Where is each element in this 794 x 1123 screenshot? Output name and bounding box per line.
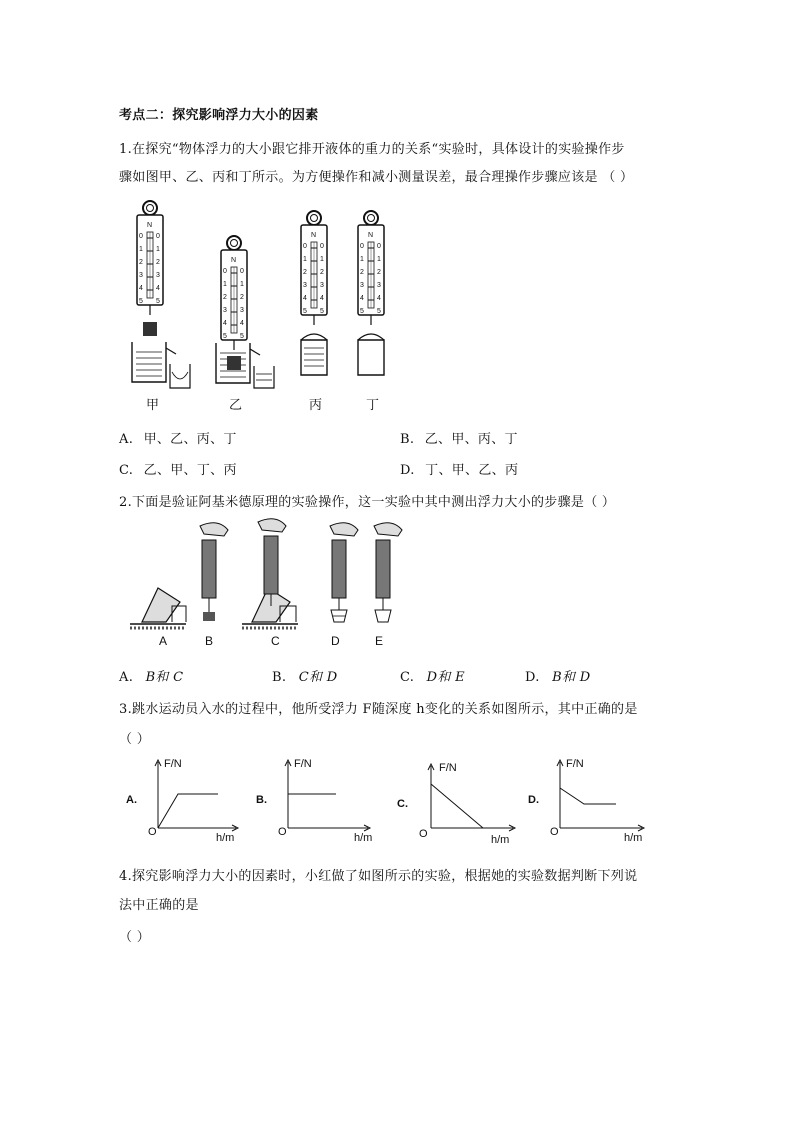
option-letter: B. [400, 432, 415, 447]
q1-text-line2: 骤如图甲、乙、丙和丁所示。为方便操作和减小测量误差，最合理操作步骤应该是 （ ） [119, 170, 634, 185]
scale-mark: 5 [139, 298, 143, 305]
q1-option-d[interactable] [400, 459, 518, 478]
option-letter: C. [400, 670, 415, 685]
scale-mark: 0 [139, 233, 143, 240]
graph-letter: C. [397, 798, 408, 810]
scale-mark: 2 [156, 259, 160, 266]
scale-mark: 5 [320, 308, 324, 315]
scale-mark: 5 [223, 333, 227, 340]
option-letter: A. [119, 670, 134, 685]
scale-mark: 2 [377, 269, 381, 276]
scale-mark: 5 [303, 308, 307, 315]
q2-fig-label-d: D [331, 634, 340, 648]
scale-mark: 2 [240, 294, 244, 301]
x-axis-label: h/m [624, 832, 643, 844]
scale-mark: 2 [320, 269, 324, 276]
option-text: 丁、甲、乙、丙 [425, 463, 519, 478]
origin-label: O [278, 826, 287, 838]
scale-mark: 1 [156, 246, 160, 253]
q1-fig-label-yi: 乙 [229, 398, 243, 413]
scale-mark: 0 [320, 243, 324, 250]
q3-graph-c[interactable] [393, 756, 523, 852]
scale-mark: 4 [139, 285, 143, 292]
x-axis-label: h/m [216, 832, 235, 844]
scale-unit-label: N [231, 257, 237, 264]
q2-fig-label-c: C [271, 634, 280, 648]
scale-mark: 2 [360, 269, 364, 276]
scale-mark: 4 [156, 285, 160, 292]
option-letter: A. [119, 432, 134, 447]
x-axis-label: h/m [491, 834, 510, 846]
x-axis-label: h/m [354, 832, 373, 844]
y-axis-label: F/N [164, 758, 182, 770]
scale-mark: 3 [240, 307, 244, 314]
scale-mark: 5 [156, 298, 160, 305]
graph-axes [524, 756, 654, 852]
q1-option-a[interactable] [119, 428, 237, 447]
scale-mark: 1 [223, 281, 227, 288]
q2-figure [128, 516, 418, 634]
graph-letter: A. [126, 794, 137, 806]
q2-option-c[interactable] [400, 666, 465, 685]
scale-mark: 0 [156, 233, 160, 240]
option-text: 乙、甲、丙、丁 [424, 432, 518, 447]
q1-option-b[interactable] [400, 428, 518, 447]
q1-option-c[interactable] [119, 459, 237, 478]
graph-letter: D. [528, 794, 539, 806]
graph-letter: B. [256, 794, 267, 806]
scale-mark: 3 [223, 307, 227, 314]
scale-mark: 3 [360, 282, 364, 289]
y-axis-label: F/N [566, 758, 584, 770]
q2-fig-label-b: B [205, 634, 214, 648]
scale-mark: 3 [156, 272, 160, 279]
scale-mark: 0 [303, 243, 307, 250]
scale-mark: 5 [360, 308, 364, 315]
scale-mark: 3 [320, 282, 324, 289]
graph-line [431, 784, 483, 828]
scale-mark: 4 [320, 295, 324, 302]
scale-mark: 2 [139, 259, 143, 266]
option-text: B和 C [145, 670, 184, 685]
origin-label: O [419, 828, 428, 840]
scale-mark: 1 [320, 256, 324, 263]
graph-axes [393, 756, 523, 852]
scale-mark: 3 [303, 282, 307, 289]
scale-mark: 1 [360, 256, 364, 263]
q4-text-line1: 4.探究影响浮力大小的因素时，小红做了如图所示的实验，根据她的实验数据判断下列说 [119, 869, 638, 884]
q1-text-line1: 1.在探究“物体浮力的大小跟它排开液体的重力的关系“实验时，具体设计的实验操作步 [119, 142, 625, 157]
q2-fig-label-a: A [159, 634, 168, 648]
option-letter: B. [272, 670, 287, 685]
scale-mark: 3 [139, 272, 143, 279]
scale-unit-label: N [311, 232, 317, 239]
q2-text-line1: 2.下面是验证阿基米德原理的实验操作，这一实验中其中测出浮力大小的步骤是（ ） [119, 495, 616, 510]
option-text: D和 E [426, 670, 465, 685]
q3-graph-d[interactable] [524, 756, 654, 852]
q1-fig-label-bing: 丙 [309, 398, 323, 413]
section-title: 考点二：探究影响浮力大小的因素 [119, 108, 319, 123]
y-axis-label: F/N [439, 762, 457, 774]
scale-mark: 1 [303, 256, 307, 263]
option-letter: D. [525, 670, 540, 685]
origin-label: O [148, 826, 157, 838]
scale-mark: 0 [377, 243, 381, 250]
option-letter: D. [400, 463, 415, 478]
option-text: C和 D [298, 670, 338, 685]
origin-label: O [550, 826, 559, 838]
q4-text-line2: 法中正确的是 [119, 898, 199, 913]
graph-line [560, 788, 616, 804]
scale-mark: 3 [377, 282, 381, 289]
scale-mark: 4 [223, 320, 227, 327]
q4-paren: （ ） [119, 930, 151, 945]
scale-mark: 1 [377, 256, 381, 263]
scale-mark: 1 [240, 281, 244, 288]
scale-mark: 2 [303, 269, 307, 276]
q1-fig-label-jia: 甲 [146, 398, 160, 413]
scale-mark: 4 [303, 295, 307, 302]
q2-fig-label-e: E [375, 634, 384, 648]
scale-unit-label: N [368, 232, 374, 239]
scale-unit-label: N [147, 222, 153, 229]
y-axis-label: F/N [294, 758, 312, 770]
graph-axes [250, 756, 375, 846]
scale-mark: 2 [223, 294, 227, 301]
scale-mark: 4 [240, 320, 244, 327]
option-text: 甲、乙、丙、丁 [143, 432, 237, 447]
q2-option-a[interactable] [119, 666, 183, 685]
scale-mark: 5 [377, 308, 381, 315]
scale-mark: 1 [139, 246, 143, 253]
graph-line [158, 794, 218, 828]
scale-mark: 0 [360, 243, 364, 250]
q1-fig-label-ding: 丁 [366, 398, 380, 413]
option-text: B和 D [552, 670, 591, 685]
option-text: 乙、甲、丁、丙 [143, 463, 237, 478]
option-letter: C. [119, 463, 134, 478]
graph-axes [120, 756, 245, 846]
q2-option-d[interactable] [525, 666, 590, 685]
q3-text-line1: 3.跳水运动员入水的过程中，他所受浮力 F随深度 h变化的关系如图所示，其中正确的是 [119, 702, 638, 717]
q3-graph-b[interactable] [250, 756, 375, 846]
scale-mark: 5 [240, 333, 244, 340]
scale-mark: 4 [377, 295, 381, 302]
scale-mark: 0 [240, 268, 244, 275]
scale-mark: 0 [223, 268, 227, 275]
q3-paren: （ ） [119, 732, 151, 747]
q2-option-b[interactable] [272, 666, 337, 685]
scale-mark: 4 [360, 295, 364, 302]
q3-graph-a[interactable] [120, 756, 245, 846]
